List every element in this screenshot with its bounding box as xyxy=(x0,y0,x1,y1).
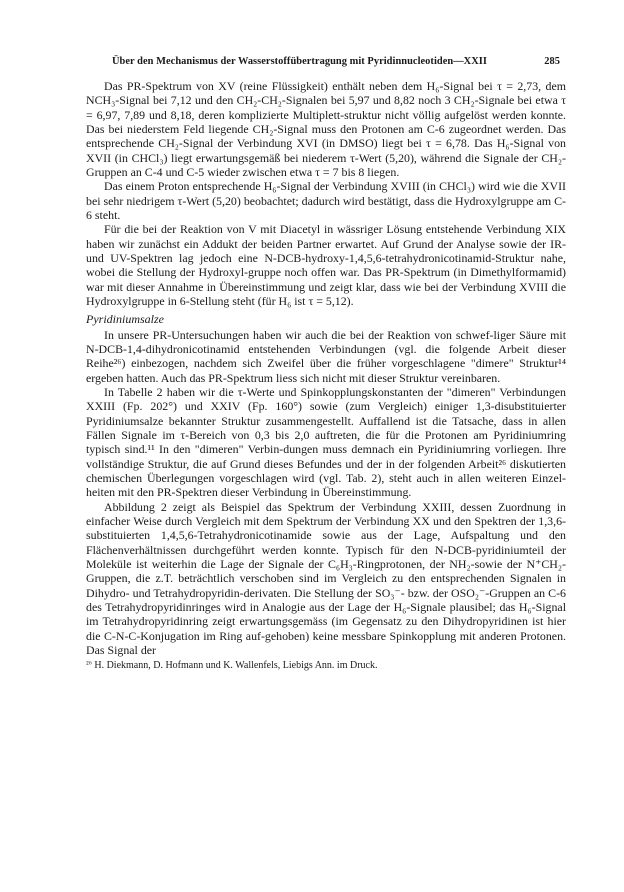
running-title: Über den Mechanismus der Wasserstoffübertragung mit Pyridinnucleotiden—XXII xyxy=(112,56,487,67)
paragraph: In unsere PR-Untersuchungen haben wir auch die bei der Reaktion von schwef-liger Säure mit N-DCB-1,4-dihydronicotinamid entstehenden Verbindungen (vgl. die folgende Arbeit dieser Reihe²⁶) einbezogen, nachdem sich Zweifel über die früher vorgeschlagene "dimere" Struktur¹⁴ ergeben hatten. Auch das PR-Spektrum liess sich nicht mit dieser Struktur vereinbaren. xyxy=(86,327,566,385)
section-heading: Pyridiniumsalze xyxy=(86,311,164,326)
paragraph: Abbildung 2 zeigt als Beispiel das Spektrum der Verbindung XXIII, dessen Zuordnung in einfacher Weise durch Vergleich mit dem Spektrum der Verbindung XX und den Spektren der 1,3,6-substituierten 1,4,5,6-Tetrahydronicotinamide sowie aus der Lage, Aufspaltung und den Flächenverhältnissen durchgeführt werden konnte. Typisch für den N-DCB-pyridiniumteil der Moleküle ist weiterhin die Lage der Signale der C₆H₃-Ringprotonen, der NH₂-sowie der N⁺CH₂-Gruppen, die z.T. beträchtlich verschoben sind im Vergleich zu den entsprechenden Signalen in Dihydro- und Tetrahydropyridin-derivaten. Die Stellung der SO₃⁻- bzw. der OSO₂⁻-Gruppen an C-6 des Tetrahydropyridinringes wird in Analogie aus der Lage der H₆-Signale plausibel; das H₆-Signal im Tetrahydropyridinring zeigt erwartungsgemäss (im Gegensatz zu den Dihydropyridinen ist hier die C-N-C-Konjugation im Ring auf-gehoben) keine messbare Spinkopplung mit anderen Protonen. Das Signal der xyxy=(86,499,566,658)
page-number: 285 xyxy=(544,56,560,67)
paragraph: Das PR-Spektrum von XV (reine Flüssigkeit) enthält neben dem H₆-Signal bei τ = 2,73, dem NCH₃-Signal bei 7,12 und den CH₂-CH₂-Signalen bei 5,97 und 8,82 noch 3 CH₂-Signale bei etwa τ = 6,97, 7,89 und 8,18, deren komplizierte Multiplett-struktur nicht völlig aufgelöst werden konnte. Das bei niederstem Feld liegende CH₂-Signal muss den Protonen am C-6 zugeordnet werden. Das entsprechende CH₂-Signal der Verbindung XVI (in DMSO) liegt bei τ = 6,78. Das H₆-Signal von XVII (in CHCl₃) liegt erwartungsgemäß bei niederem τ-Wert (5,20), während die Signale der CH₂-Gruppen an C-4 und C-5 wieder zwischen etwa τ = 7 bis 8 liegen. xyxy=(86,79,566,180)
footnote-marker: ²⁶ xyxy=(86,659,92,670)
paragraph: Für die bei der Reaktion von V mit Diacetyl in wässriger Lösung entstehende Verbindung XIX haben wir zunächst ein Addukt der beiden Partner erwartet. Auf Grund der Analyse sowie der IR- und UV-Spektren lag jedoch eine N-DCB-hydroxy-1,4,5,6-tetrahydronicotinamid-Struktur nahe, wobei die Stellung der Hydroxyl-gruppe noch offen war. Das PR-Spektrum (in Dimethylformamid) war mit dieser Annahme in Übereinstimmung und zeigt klar, dass wie bei der Verbindung XVIII die Hydroxylgruppe in 6-Stellung steht (für H₆ ist τ = 5,12). xyxy=(86,222,566,309)
paragraph: In Tabelle 2 haben wir die τ-Werte und Spinkopplungskonstanten der "dimeren" Verbindungen XXIII (Fp. 202°) und XXIV (Fp. 160°) sowie (zum Vergleich) einiger 1,3-disubstituierter Pyridiniumsalze bekannter Struktur zusammengestellt. Auffallend ist die Tatsache, dass in allen Fällen Signale im τ-Bereich von 0,3 bis 2,0 auftreten, die für die Protonen am Pyridiniumring typisch sind.¹¹ In den "dimeren" Verbin-dungen muss demnach ein Pyridiniumring vorliegen. Ihre vollständige Struktur, die auf Grund dieses Befundes und der in der folgenden Arbeit²⁶ diskutierten chemischen Überlegungen vorgeschlagen wird (vgl. Tab. 2), steht auch in allen weiteren Einzel-heiten mit den PR-Spektren dieser Verbindung in Übereinstimmung. xyxy=(86,384,566,500)
running-head xyxy=(86,56,566,67)
footnote xyxy=(86,658,566,672)
body-text xyxy=(86,79,566,657)
footnote-text: H. Diekmann, D. Hofmann und K. Wallenfels, Liebigs Ann. im Druck. xyxy=(94,660,378,672)
paragraph: Das einem Proton entsprechende H₆-Signal der Verbindung XVIII (in CHCl₃) wird wie die XVII bei sehr niedrigem τ-Wert (5,20) beobachtet; dadurch wird bestätigt, dass die Hydroxylgruppe am C-6 steht. xyxy=(86,179,566,223)
